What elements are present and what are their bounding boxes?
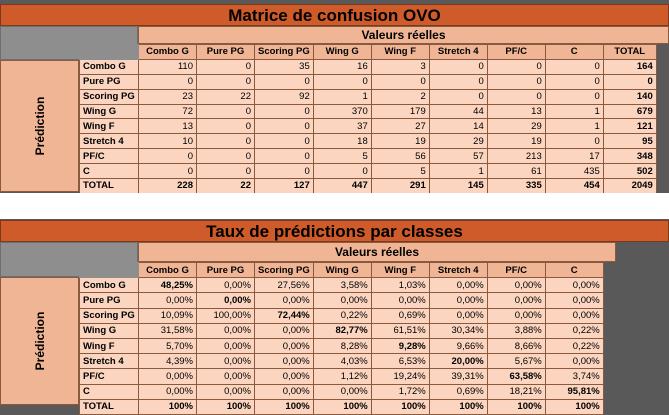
- table-cell: 100%: [197, 399, 255, 414]
- table-cell: 61: [487, 164, 545, 179]
- table-cell: 9,28%: [371, 338, 429, 353]
- table-cell: 0: [255, 164, 314, 179]
- column-header: Combo G: [139, 45, 197, 60]
- table-cell: 100%: [545, 399, 603, 414]
- table-cell: 0: [197, 59, 255, 74]
- table-row: [80, 278, 604, 293]
- column-header: Wing G: [313, 45, 371, 60]
- table-cell: 0: [371, 74, 429, 89]
- table-cell: 0: [197, 74, 255, 89]
- table-cell: 9,66%: [429, 338, 487, 353]
- table-row: [80, 354, 604, 369]
- row-label: Wing G: [80, 104, 139, 119]
- row-label: Wing F: [80, 119, 139, 134]
- table-cell: 1,12%: [313, 369, 371, 384]
- table-cell: 447: [313, 179, 371, 194]
- table-cell: 1,03%: [371, 278, 429, 293]
- table-cell: 0,69%: [371, 308, 429, 323]
- table-cell: 0: [487, 74, 545, 89]
- table-cell: 0,00%: [255, 369, 314, 384]
- table-row: [80, 308, 604, 323]
- table2-row-group-label: [0, 277, 79, 405]
- table-row: [80, 164, 657, 179]
- table-cell: 19,24%: [371, 369, 429, 384]
- table-cell: 140: [603, 89, 656, 104]
- table-cell: 5: [371, 164, 429, 179]
- table-cell: 8,28%: [313, 338, 371, 353]
- column-header: Wing G: [313, 263, 371, 278]
- table-cell: 56: [371, 149, 429, 164]
- table-cell: 0: [255, 74, 314, 89]
- column-header: Pure PG: [197, 263, 255, 278]
- table-cell: 370: [313, 104, 371, 119]
- table-cell: 18: [313, 134, 371, 149]
- table-cell: 0,00%: [197, 338, 255, 353]
- table-cell: 3: [371, 59, 429, 74]
- table-cell: 0,00%: [429, 308, 487, 323]
- table-cell: 0,00%: [197, 384, 255, 399]
- table-cell: 44: [429, 104, 487, 119]
- column-header: Stretch 4: [429, 263, 487, 278]
- table-cell: 4,03%: [313, 354, 371, 369]
- table-cell: 0,00%: [545, 278, 603, 293]
- table1-row-group-text: Prédiction: [32, 96, 47, 156]
- column-header: Scoring PG: [255, 263, 314, 278]
- table-cell: 1: [429, 164, 487, 179]
- table-cell: 6,53%: [371, 354, 429, 369]
- column-header: PF/C: [487, 45, 545, 60]
- table-cell: 0: [197, 134, 255, 149]
- table-cell: 37: [313, 119, 371, 134]
- column-header: C: [545, 45, 603, 60]
- row-label: TOTAL: [80, 399, 139, 414]
- table-cell: 72,44%: [255, 308, 314, 323]
- table-cell: 2: [371, 89, 429, 104]
- table-cell: 0,00%: [255, 384, 314, 399]
- table-cell: 0: [197, 119, 255, 134]
- row-label: Scoring PG: [80, 308, 139, 323]
- table-cell: 2049: [603, 179, 656, 194]
- table-cell: 0,00%: [139, 293, 197, 308]
- table-cell: 0,00%: [255, 323, 314, 338]
- table-cell: 127: [255, 179, 314, 194]
- table-row: [80, 384, 604, 399]
- table-cell: 1: [313, 89, 371, 104]
- table-cell: 22: [197, 179, 255, 194]
- table-cell: 435: [545, 164, 603, 179]
- table-cell: 29: [487, 119, 545, 134]
- table-cell: 14: [429, 119, 487, 134]
- table2-title: Taux de prédictions par classes: [0, 220, 669, 242]
- table-cell: 8,66%: [487, 338, 545, 353]
- table-cell: 0,00%: [313, 384, 371, 399]
- row-label: Combo G: [80, 278, 139, 293]
- row-label: Pure PG: [80, 74, 139, 89]
- table-cell: 5: [313, 149, 371, 164]
- table-cell: 110: [139, 59, 197, 74]
- table-cell: 0: [313, 164, 371, 179]
- column-header: Stretch 4: [429, 45, 487, 60]
- table-row: [80, 338, 604, 353]
- table-cell: 0: [255, 134, 314, 149]
- table-cell: 0: [429, 74, 487, 89]
- row-label: Combo G: [80, 59, 139, 74]
- table-cell: 29: [429, 134, 487, 149]
- table-row: [80, 134, 657, 149]
- confusion-matrix-table: [79, 44, 657, 194]
- table-cell: 20,00%: [429, 354, 487, 369]
- table-cell: 16: [313, 59, 371, 74]
- table-cell: 0: [197, 104, 255, 119]
- table-cell: 4,39%: [139, 354, 197, 369]
- table-cell: 0,00%: [545, 293, 603, 308]
- table-cell: 0,00%: [429, 278, 487, 293]
- table-cell: 0: [313, 74, 371, 89]
- table-cell: 18,21%: [487, 384, 545, 399]
- table-cell: 5,67%: [487, 354, 545, 369]
- table-row: [80, 89, 657, 104]
- column-header: C: [545, 263, 603, 278]
- table-cell: 0,22%: [545, 338, 603, 353]
- table-cell: 13: [487, 104, 545, 119]
- table-cell: 5,70%: [139, 338, 197, 353]
- column-header: Pure PG: [197, 45, 255, 60]
- table-row: [80, 104, 657, 119]
- table-cell: 0: [255, 149, 314, 164]
- column-header: Wing F: [371, 263, 429, 278]
- table-cell: 0,69%: [429, 384, 487, 399]
- table-cell: 0,00%: [545, 354, 603, 369]
- table-cell: 0,00%: [139, 369, 197, 384]
- table-cell: 95,81%: [545, 384, 603, 399]
- table-cell: 0: [139, 164, 197, 179]
- table-row: [80, 323, 604, 338]
- table-cell: 10: [139, 134, 197, 149]
- table-cell: 1: [545, 119, 603, 134]
- table-row: [80, 119, 657, 134]
- table-cell: 19: [487, 134, 545, 149]
- table-cell: 100%: [371, 399, 429, 414]
- table-cell: 0,00%: [313, 293, 371, 308]
- row-label: Stretch 4: [80, 134, 139, 149]
- column-header: Scoring PG: [255, 45, 314, 60]
- table-cell: 48,25%: [139, 278, 197, 293]
- table-cell: 3,58%: [313, 278, 371, 293]
- table-cell: 100%: [313, 399, 371, 414]
- table-cell: 0,00%: [545, 308, 603, 323]
- table-cell: 0: [255, 104, 314, 119]
- row-label: Stretch 4: [80, 354, 139, 369]
- table-cell: 0,00%: [255, 338, 314, 353]
- table-cell: 0: [487, 59, 545, 74]
- table-cell: 100%: [139, 399, 197, 414]
- table-cell: 454: [545, 179, 603, 194]
- table-cell: 0,00%: [487, 308, 545, 323]
- table-cell: 0,00%: [371, 293, 429, 308]
- row-label: PF/C: [80, 369, 139, 384]
- table-cell: 100%: [487, 399, 545, 414]
- table1-row-group-label: [0, 60, 79, 192]
- row-label: Wing F: [80, 338, 139, 353]
- table-gap: [0, 193, 669, 219]
- row-label: C: [80, 164, 139, 179]
- table-cell: 348: [603, 149, 656, 164]
- table-cell: 13: [139, 119, 197, 134]
- table-cell: 213: [487, 149, 545, 164]
- table-cell: 0,00%: [487, 278, 545, 293]
- table-cell: 0,00%: [197, 293, 255, 308]
- table-cell: 72: [139, 104, 197, 119]
- row-label: Scoring PG: [80, 89, 139, 104]
- table-cell: 27,56%: [255, 278, 314, 293]
- table-cell: 23: [139, 89, 197, 104]
- table1-col-group-header: Valeurs réelles: [138, 26, 669, 44]
- table-row: [80, 74, 657, 89]
- table-cell: 57: [429, 149, 487, 164]
- table-cell: 121: [603, 119, 656, 134]
- table-cell: 22: [197, 89, 255, 104]
- table-cell: 145: [429, 179, 487, 194]
- table-cell: 679: [603, 104, 656, 119]
- table-cell: 0,00%: [197, 323, 255, 338]
- table-row: [80, 293, 604, 308]
- table-cell: 0,22%: [545, 323, 603, 338]
- table-cell: 0,22%: [313, 308, 371, 323]
- table-cell: 63,58%: [487, 369, 545, 384]
- table-cell: 92: [255, 89, 314, 104]
- column-header: Wing F: [371, 45, 429, 60]
- table-cell: 100%: [429, 399, 487, 414]
- table-cell: 100,00%: [197, 308, 255, 323]
- row-label: Wing G: [80, 323, 139, 338]
- row-label: TOTAL: [80, 179, 139, 194]
- table-cell: 0: [545, 74, 603, 89]
- table-cell: 0,00%: [487, 293, 545, 308]
- table-cell: 0,00%: [197, 278, 255, 293]
- row-label: Pure PG: [80, 293, 139, 308]
- table-cell: 95: [603, 134, 656, 149]
- column-header: TOTAL: [603, 45, 656, 60]
- table-cell: 0: [545, 134, 603, 149]
- table-cell: 1,72%: [371, 384, 429, 399]
- row-label: C: [80, 384, 139, 399]
- table2-col-group-header: Valeurs réelles: [138, 242, 616, 262]
- table-cell: 10,09%: [139, 308, 197, 323]
- table-cell: 27: [371, 119, 429, 134]
- table-cell: 0: [545, 89, 603, 104]
- table-cell: 35: [255, 59, 314, 74]
- table-cell: 61,51%: [371, 323, 429, 338]
- table-cell: 0,00%: [255, 354, 314, 369]
- table-cell: 0,00%: [429, 293, 487, 308]
- table-cell: 335: [487, 179, 545, 194]
- table-cell: 1: [545, 104, 603, 119]
- row-label: PF/C: [80, 149, 139, 164]
- table-cell: 30,34%: [429, 323, 487, 338]
- table-cell: 291: [371, 179, 429, 194]
- table-cell: 0: [197, 149, 255, 164]
- table-cell: 0: [603, 74, 656, 89]
- table-row: [80, 369, 604, 384]
- table-cell: 19: [371, 134, 429, 149]
- column-header: PF/C: [487, 263, 545, 278]
- table-cell: 228: [139, 179, 197, 194]
- table-cell: 0: [139, 74, 197, 89]
- corner-cell: [80, 263, 139, 278]
- table-row: [80, 59, 657, 74]
- table-cell: 0,00%: [197, 354, 255, 369]
- table-cell: 0: [545, 59, 603, 74]
- corner-cell: [80, 45, 139, 60]
- table-cell: 0: [139, 149, 197, 164]
- table1-title: Matrice de confusion OVO: [0, 4, 669, 26]
- table-row: [80, 149, 657, 164]
- table-row: [80, 399, 604, 414]
- table-cell: 0: [197, 164, 255, 179]
- table-row: [80, 179, 657, 194]
- table-cell: 17: [545, 149, 603, 164]
- table-cell: 0: [429, 59, 487, 74]
- table-cell: 3,74%: [545, 369, 603, 384]
- table2-row-group-text: Prédiction: [32, 311, 47, 371]
- table-cell: 3,88%: [487, 323, 545, 338]
- table-cell: 100%: [255, 399, 314, 414]
- table-cell: 39,31%: [429, 369, 487, 384]
- table-cell: 0: [255, 119, 314, 134]
- table-cell: 0: [487, 89, 545, 104]
- table-cell: 82,77%: [313, 323, 371, 338]
- table-cell: 164: [603, 59, 656, 74]
- column-header: Combo G: [139, 263, 197, 278]
- table-cell: 31,58%: [139, 323, 197, 338]
- class-rate-table: [79, 262, 604, 415]
- table-cell: 0,00%: [255, 293, 314, 308]
- table-cell: 502: [603, 164, 656, 179]
- table-cell: 179: [371, 104, 429, 119]
- table-cell: 0,00%: [139, 384, 197, 399]
- table-cell: 0,00%: [197, 369, 255, 384]
- table-cell: 0: [429, 89, 487, 104]
